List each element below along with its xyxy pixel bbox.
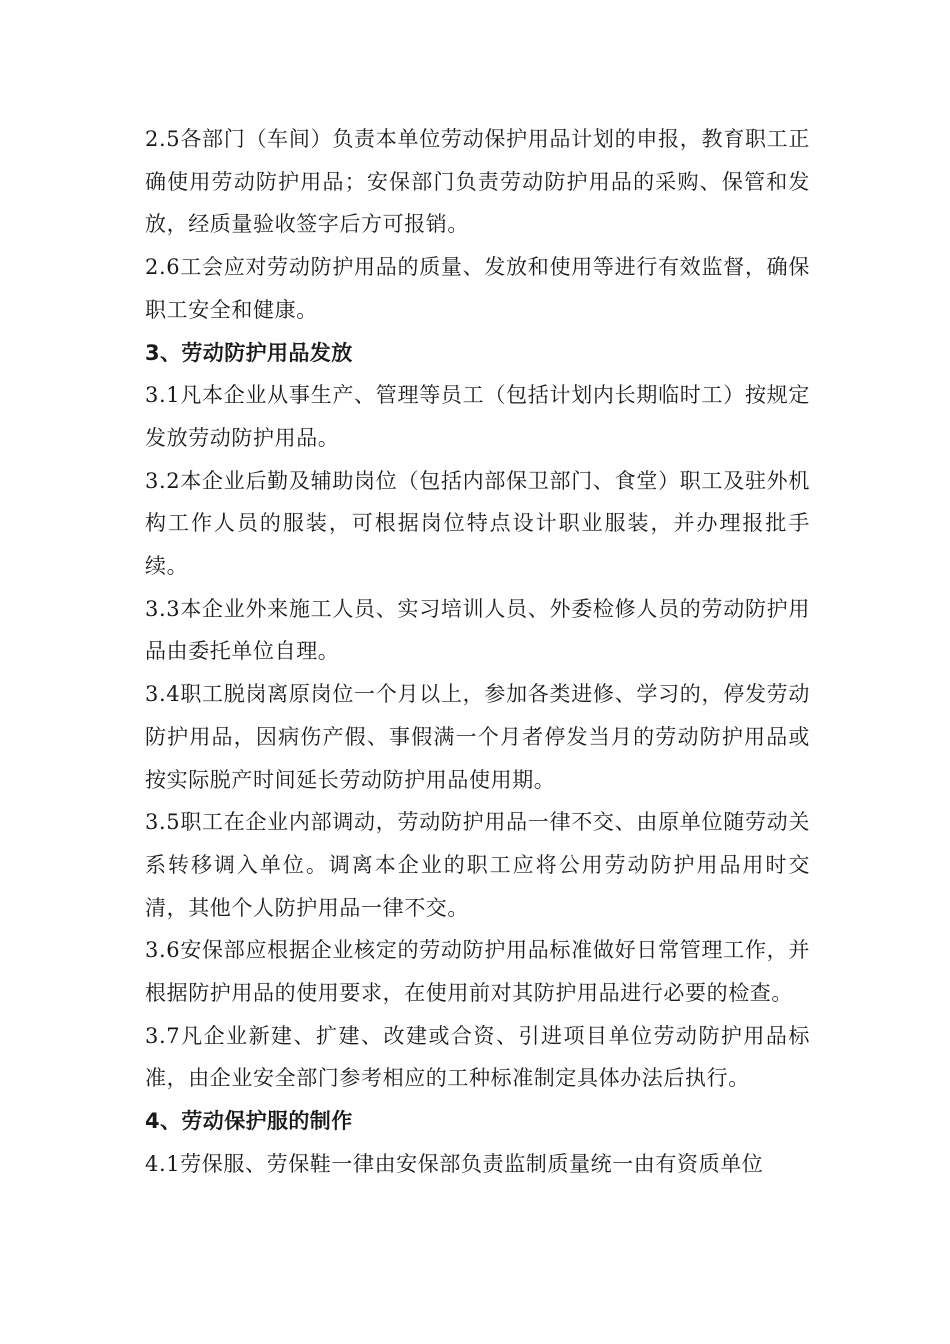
paragraph-4-1: 4.1劳保服、劳保鞋一律由安保部负责监制质量统一由有资质单位: [145, 1151, 764, 1176]
paragraph-2-6: 2.6工会应对劳动防护用品的质量、发放和使用等进行有效监督，确保职工安全和健康。: [145, 255, 810, 322]
paragraph-3-7: 3.7凡企业新建、扩建、改建或合资、引进项目单位劳动防护用品标准，由企业安全部门参考相应的工种标准制定具体办法后执行。: [145, 1023, 810, 1091]
paragraph-3-4: 3.4职工脱岗离原岗位一个月以上，参加各类进修、学习的，停发劳动防护用品，因病伤产假、事假满一个月者停发当月的劳动防护用品或按实际脱产时间延长劳动防护用品使用期。: [145, 682, 810, 792]
paragraph-3-2: 3.2本企业后勤及辅助岗位（包括内部保卫部门、食堂）职工及驻外机构工作人员的服装，可根据岗位特点设计职业服装，并办理报批手续。: [145, 468, 810, 579]
paragraph-3-3: 3.3本企业外来施工人员、实习培训人员、外委检修人员的劳动防护用品由委托单位自理。: [145, 596, 810, 664]
paragraph-3-1: 3.1凡本企业从事生产、管理等员工（包括计划内长期临时工）按规定发放劳动防护用品。: [145, 383, 810, 450]
paragraph-3-6: 3.6安保部应根据企业核定的劳动防护用品标准做好日常管理工作，并根据防护用品的使用要求，在使用前对其防护用品进行必要的检查。: [145, 938, 810, 1006]
paragraph-3-5: 3.5职工在企业内部调动，劳动防护用品一律不交、由原单位随劳动关系转移调入单位。调离本企业的职工应将公用劳动防护用品用时交清，其他个人防护用品一律不交。: [145, 810, 810, 920]
section-heading-4: 4、劳动保护服的制作: [145, 1109, 353, 1134]
document-body: [145, 118, 810, 1186]
paragraph-2-5: 2.5各部门（车间）负责本单位劳动保护用品计划的申报，教育职工正确使用劳动防护用品；安保部门负责劳动防护用品的采购、保管和发放，经质量验收签字后方可报销。: [145, 127, 810, 237]
section-heading-3: 3、劳动防护用品发放: [145, 340, 353, 365]
